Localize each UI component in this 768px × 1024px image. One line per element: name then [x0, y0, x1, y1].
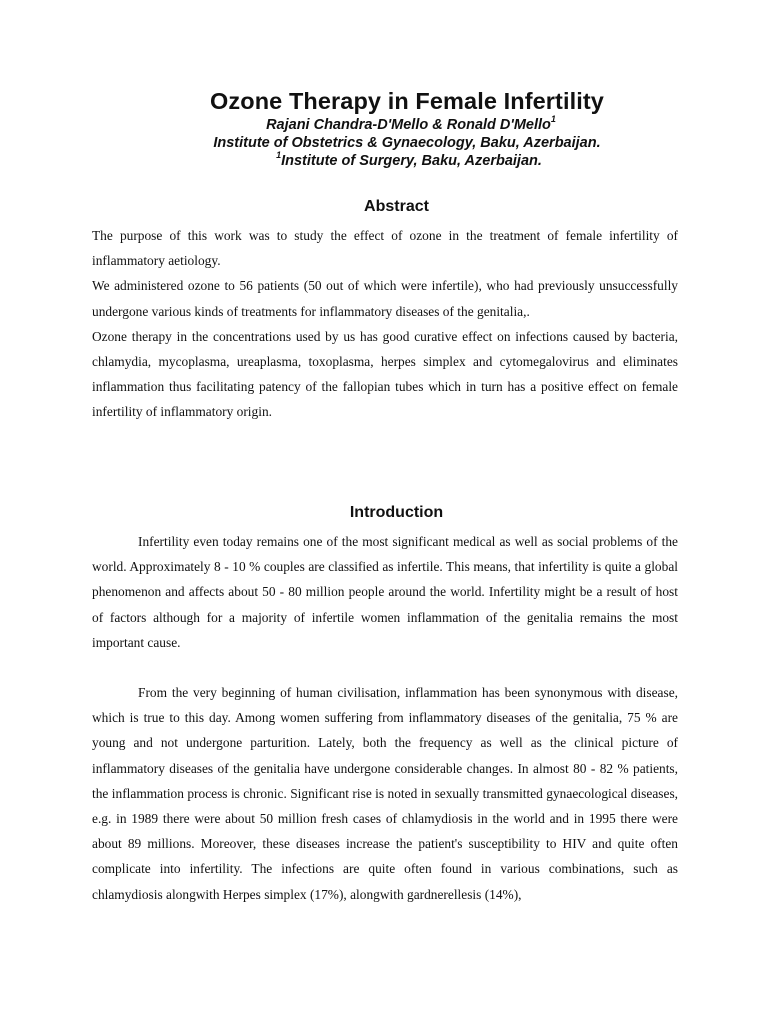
abstract-heading: Abstract [364, 198, 429, 215]
affiliation-2 [0, 152, 768, 170]
introduction-paragraph: From the very beginning of human civilisation, inflammation has been synonymous with disease, which is true to this day. Among women suffering from inflammatory diseases of the genitalia, 75 % are young and not undergone parturition. Lately, both the frequency as well as the clinical picture of inflammatory diseases of the genitalia have undergone considerable changes. In almost 80 - 82 % patients, the inflammation process is chronic. Significant rise is noted in sexually transmitted gynaecological diseases, e.g. in 1989 there were about 50 million fresh cases of chlamydiosis in the world and in 1995 there were about 89 millions. Moreover, these diseases increase the patient's susceptibility to HIV and quite often complicate into infertility. The infections are quite often found in various combinations, such as chlamydiosis alongwith Herpes simplex (17%), alongwith gardnerellesis (14%), [92, 685, 678, 902]
affiliation-1: Institute of Obstetrics & Gynaecology, Baku, Azerbaijan. [213, 135, 601, 151]
paper-title: Ozone Therapy in Female Infertility [210, 88, 604, 114]
paper-authors [0, 116, 768, 134]
abstract-paragraph: Ozone therapy in the concentrations used by us has good curative effect on infections caused by bacteria, chlamydia, mycoplasma, ureaplasma, toxoplasma, herpes simplex and cytomegalovirus and eliminates inflammation thus facilitating patency of the fallopian tubes which in turn has a positive effect on female infertility of inflammatory origin. [92, 328, 678, 420]
affiliation-2-superscript: 1 [276, 150, 282, 161]
abstract-paragraph: The purpose of this work was to study the effect of ozone in the treatment of female infertility of inflammatory aetiology. [92, 228, 678, 269]
affiliation-2-text: Institute of Surgery, Baku, Azerbaijan. [281, 153, 542, 169]
paper-header [0, 86, 768, 170]
authors-superscript: 1 [550, 114, 556, 125]
introduction-heading: Introduction [349, 504, 444, 521]
introduction-body [92, 529, 678, 907]
abstract-paragraph: We administered ozone to 56 patients (50 out of which were infertile), who had previously unsuccessfully undergone various kinds of treatments for inflammatory diseases of the genitalia,. [92, 278, 678, 319]
introduction-paragraph: Infertility even today remains one of the most significant medical as well as social problems of the world. Approximately 8 - 10 % couples are classified as infertile. This means, that infertility is quite a global phenomenon and affects about 50 - 80 million people around the world. Infertility might be a result of host of factors although for a majority of infertile women inflammation of the genitalia remains the most important cause. [92, 534, 678, 650]
authors-names: Rajani Chandra-D'Mello & Ronald D'Mello [266, 117, 551, 133]
abstract-body [92, 223, 678, 425]
